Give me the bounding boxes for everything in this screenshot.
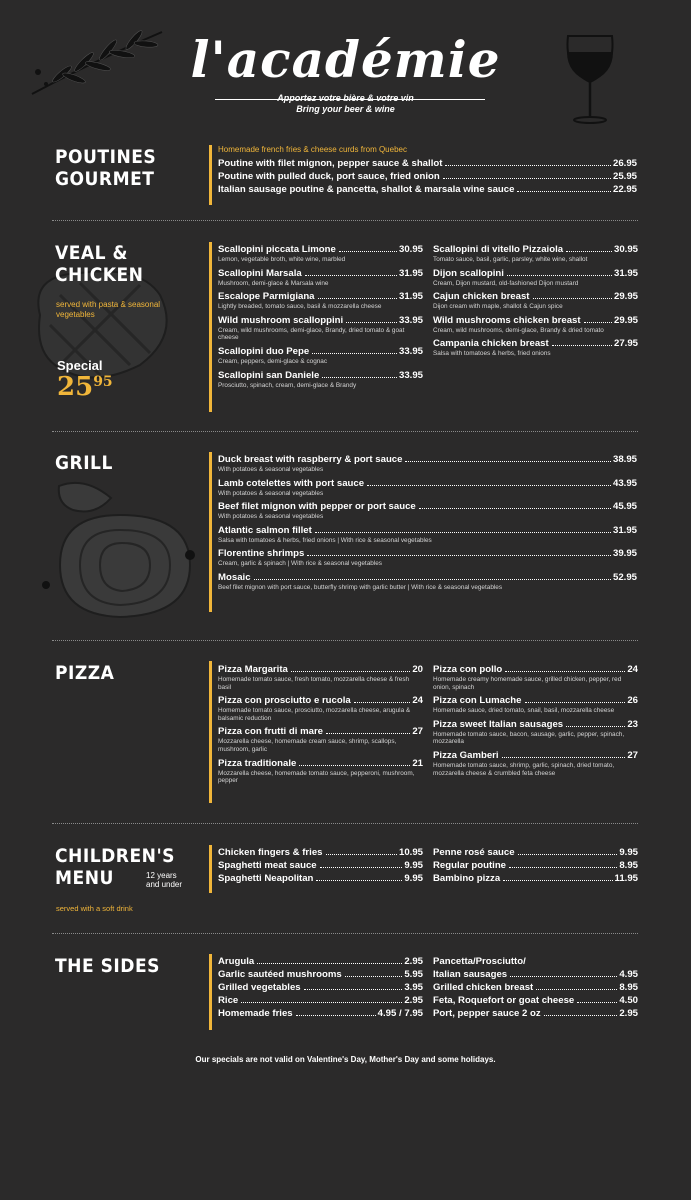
- menu-item-line: [218, 981, 423, 994]
- menu-item-line: [433, 846, 638, 859]
- menu-item-line: [433, 1007, 638, 1020]
- menu-item-price: 9.95: [619, 847, 638, 858]
- menu-item: [218, 571, 637, 592]
- menu-item-name: Spaghetti Neapolitan: [218, 873, 314, 884]
- dot-leader: [536, 989, 617, 990]
- menu-item: [433, 718, 638, 746]
- menu-item-price: 27: [627, 749, 638, 761]
- menu-item-line: [433, 749, 638, 762]
- sides-right-header: [433, 955, 638, 968]
- menu-item-line: [218, 994, 423, 1007]
- special-price-main: 25: [57, 372, 94, 402]
- menu-item: [433, 968, 638, 981]
- menu-item-description: Beef filet mignon with port sauce, butterfly shrimp with garlic butter | With rice & seasonal vegetables: [218, 583, 503, 591]
- menu-item-price: 33.95: [398, 345, 423, 357]
- veal-right-column: [433, 243, 638, 361]
- menu-item-name: Atlantic salmon fillet: [218, 524, 312, 536]
- menu-item-line: [218, 846, 423, 859]
- menu-item-line: [433, 290, 638, 303]
- special-price: [57, 372, 113, 402]
- menu-item-description: Salsa with tomatoes & herbs, fried onions | With rice & seasonal vegetables: [218, 536, 432, 544]
- children-age-line1: 12 years: [146, 871, 177, 880]
- menu-item-name: Garlic sautéed mushrooms: [218, 969, 342, 980]
- menu-item: [433, 337, 638, 358]
- menu-item: [218, 170, 637, 183]
- menu-item: [218, 345, 423, 366]
- menu-item-line: [218, 968, 423, 981]
- menu-item-line: [218, 955, 423, 968]
- menu-item-line: [218, 243, 423, 256]
- dot-leader: [566, 726, 625, 727]
- section-title-children-line2: MENU: [55, 867, 114, 889]
- menu-item-name: Mosaic: [218, 571, 251, 583]
- dot-leader: [307, 555, 611, 556]
- menu-item-description: Homemade sauce, dried tomato, snail, basil, mozzarella cheese: [433, 707, 615, 715]
- grill-list: [218, 453, 637, 595]
- menu-item-name: Scallopini Marsala: [218, 267, 302, 279]
- section-divider: [52, 933, 638, 934]
- menu-item: [433, 859, 638, 872]
- menu-item: [433, 749, 638, 777]
- menu-item-name: Pizza con prosciutto e rucola: [218, 695, 351, 707]
- section-divider: [52, 431, 638, 432]
- menu-item: [433, 981, 638, 994]
- menu-item-price: 27: [412, 726, 423, 738]
- menu-item-line: [433, 267, 638, 280]
- menu-item-description: Prosciutto, spinach, cream, demi-glace & Brandy: [218, 381, 357, 389]
- dot-leader: [318, 298, 397, 299]
- menu-item-line: [218, 369, 423, 382]
- dot-leader: [322, 377, 397, 378]
- menu-item-description: Lemon, vegetable broth, white wine, marbled: [218, 256, 346, 263]
- sides-right-column: [433, 955, 638, 1020]
- menu-item-description: Homemade tomato sauce, bacon, sausage, garlic, pepper, spinach, mozzarella: [433, 730, 625, 746]
- menu-item: [433, 267, 638, 288]
- menu-item-line: [218, 694, 423, 707]
- menu-item-description: Homemade tomato sauce, prosciutto, mozzarella cheese, arugula & balsamic reduction: [218, 707, 411, 722]
- dot-leader: [584, 322, 612, 323]
- dot-leader: [510, 976, 617, 977]
- menu-item-price: 45.95: [612, 501, 637, 513]
- section-title-children-line1: CHILDREN'S: [55, 845, 175, 867]
- menu-item-price: 39.95: [612, 548, 637, 560]
- menu-item-price: 10.95: [398, 847, 423, 858]
- menu-item-price: 9.95: [404, 873, 423, 884]
- pizza-left-column: [218, 663, 423, 788]
- menu-item-price: 52.95: [612, 571, 637, 583]
- menu-item-price: 33.95: [398, 369, 423, 381]
- menu-item-name: Campania chicken breast: [433, 338, 549, 350]
- menu-item: [218, 846, 423, 859]
- menu-item: [218, 524, 637, 545]
- dot-leader: [503, 880, 612, 881]
- menu-item-description: Cream, garlic & spinach | With rice & seasonal vegetables: [218, 560, 382, 568]
- dot-leader: [502, 757, 626, 758]
- menu-item-description: Cream, wild mushrooms, demi-glace, Brandy & dried tomato: [433, 326, 604, 334]
- menu-item-description: Homemade tomato sauce, fresh tomato, mozzarella cheese & fresh basil: [218, 676, 410, 691]
- menu-item-price: 25.95: [612, 171, 637, 182]
- menu-item-description: Cream, peppers, demi-glace & cognac: [218, 357, 328, 365]
- dot-leader: [577, 1002, 617, 1003]
- menu-item-description: Lightly breaded, tomato sauce, basil & mozzarella cheese: [218, 303, 382, 311]
- menu-item-price: 33.95: [398, 314, 423, 326]
- dot-leader: [257, 963, 402, 964]
- menu-item-name: Grilled vegetables: [218, 982, 301, 993]
- dot-leader: [518, 854, 618, 855]
- dot-leader: [544, 1015, 618, 1016]
- section-divider: [52, 640, 638, 641]
- menu-item-price: 9.95: [404, 860, 423, 871]
- menu-item-line: [218, 157, 637, 170]
- menu-item: [218, 243, 423, 264]
- menu-item-name: Grilled chicken breast: [433, 982, 534, 993]
- dot-leader: [443, 178, 611, 179]
- menu-item-description: Mozzarella cheese, homemade cream sauce, shrimp, scallops, mushroom, garlic: [218, 738, 397, 753]
- menu-item-price: 30.95: [613, 244, 638, 255]
- menu-item-name: Arugula: [218, 956, 255, 967]
- menu-item-name: Pizza Gamberi: [433, 749, 499, 761]
- menu-item-price: 24: [627, 664, 638, 675]
- menu-item-name: Escalope Parmigiana: [218, 291, 315, 303]
- menu-item-line: [433, 968, 638, 981]
- menu-item-description: Homemade creamy homemade sauce, grilled chicken, pepper, red onion, spinach: [433, 676, 622, 691]
- menu-item-description: Cream, wild mushrooms, demi-glace, Brandy, dried tomato & goat cheese: [218, 326, 405, 342]
- menu-item-line: [218, 290, 423, 303]
- menu-item: [218, 1007, 423, 1020]
- menu-item-line: [433, 243, 638, 256]
- logo: l'académie: [190, 30, 501, 89]
- menu-item-name: Dijon scallopini: [433, 267, 504, 279]
- menu-item-price: 21: [412, 757, 423, 769]
- menu-item-name: Chicken fingers & fries: [218, 847, 323, 858]
- menu-item-line: [218, 500, 637, 513]
- menu-item-line: [218, 345, 423, 358]
- menu-item: [433, 290, 638, 311]
- children-left-column: [218, 846, 423, 885]
- menu-item-line: [433, 718, 638, 731]
- children-age-line2: and under: [146, 880, 183, 889]
- footer-note: Our specials are not valid on Valentine's Day, Mother's Day and some holidays.: [195, 1055, 496, 1064]
- dot-leader: [525, 702, 626, 703]
- menu-item-line: [433, 859, 638, 872]
- menu-item-price: 27.95: [613, 338, 638, 350]
- menu-item-line: [218, 453, 637, 466]
- menu-item: [218, 547, 637, 568]
- dot-leader: [304, 989, 403, 990]
- menu-item: [433, 694, 638, 715]
- menu-item-line: [218, 1007, 423, 1020]
- dot-leader: [445, 165, 611, 166]
- menu-item-name: Poutine with filet mignon, pepper sauce & shallot: [218, 158, 443, 169]
- menu-item-name: Florentine shrimps: [218, 548, 305, 560]
- menu-item-name: Scallopini san Daniele: [218, 369, 320, 381]
- menu-item-line: [218, 314, 423, 327]
- section-title-poutines: POUTINES GOURMET: [55, 146, 157, 190]
- menu-item-description: With potatoes & seasonal vegetables: [218, 513, 324, 521]
- menu-item-name: Spaghetti meat sauce: [218, 860, 317, 871]
- accent-bar: [209, 452, 212, 612]
- menu-item-description: With potatoes & seasonal vegetables: [218, 489, 324, 497]
- menu-item-description: Cream, Dijon mustard, old-fashioned Dijon mustard: [433, 279, 579, 287]
- menu-item-name: Pizza con frutti di mare: [218, 726, 324, 738]
- accent-bar: [209, 145, 212, 205]
- menu-item: [433, 314, 638, 335]
- menu-item-price: 23: [627, 718, 638, 730]
- menu-item: [218, 968, 423, 981]
- menu-item-line: [218, 267, 423, 280]
- menu-item-price: 24: [412, 695, 423, 707]
- special-label: Special: [57, 358, 103, 373]
- onion-icon: [40, 505, 210, 625]
- menu-item-line: [433, 981, 638, 994]
- dot-leader: [296, 1015, 376, 1016]
- menu-item-line: [218, 477, 637, 490]
- menu-item-name: Pizza sweet Italian sausages: [433, 718, 564, 730]
- sides-left-column: [218, 955, 423, 1020]
- menu-item-price: 8.95: [619, 860, 638, 871]
- menu-item-price: 43.95: [612, 477, 637, 489]
- menu-item-line: [433, 694, 638, 707]
- dot-leader: [291, 671, 410, 672]
- menu-item-name: Pizza traditionale: [218, 757, 297, 769]
- menu-item-price: 30.95: [398, 244, 423, 255]
- menu-item-description: Salsa with tomatoes & herbs, fried onions: [433, 350, 551, 358]
- menu-item-name: Homemade fries: [218, 1008, 293, 1019]
- menu-item: [218, 369, 423, 390]
- menu-item-line: [433, 994, 638, 1007]
- dot-leader: [339, 251, 397, 252]
- menu-item-line: [218, 725, 423, 738]
- section-title-grill: GRILL: [55, 452, 113, 474]
- menu-item: [433, 846, 638, 859]
- menu-item-line: [218, 571, 637, 584]
- pizza-right-column: [433, 663, 638, 780]
- dot-leader: [345, 976, 403, 977]
- dot-leader: [315, 532, 611, 533]
- menu-item: [218, 453, 637, 474]
- menu-item-line: [433, 872, 638, 885]
- menu-item-price: 26.95: [612, 158, 637, 169]
- menu-item-name: Penne rosé sauce: [433, 847, 515, 858]
- menu-item-price: 29.95: [613, 291, 638, 303]
- menu-item-name: Pizza con Lumache: [433, 695, 522, 707]
- menu-item-line: [433, 337, 638, 350]
- menu-item-name: Regular poutine: [433, 860, 507, 871]
- section-title-pizza: PIZZA: [55, 662, 115, 684]
- menu-item: [218, 955, 423, 968]
- menu-item: [218, 757, 423, 785]
- menu-item-name: Cajun chicken breast: [433, 291, 530, 303]
- menu-item-line: [218, 170, 637, 183]
- menu-item-name: Scallopini di vitello Pizzaiola: [433, 244, 564, 255]
- menu-item: [433, 243, 638, 264]
- dot-leader: [316, 880, 402, 881]
- menu-item-description: With potatoes & seasonal vegetables: [218, 466, 324, 473]
- menu-item: [218, 183, 637, 196]
- menu-item-price: 31.95: [613, 267, 638, 279]
- menu-item-name: Rice: [218, 995, 239, 1006]
- menu-item-name: Wild mushrooms chicken breast: [433, 314, 581, 326]
- menu-item: [218, 157, 637, 170]
- dot-leader: [566, 251, 612, 252]
- menu-item-name: Scallopini duo Pepe: [218, 345, 310, 357]
- dot-leader: [326, 733, 410, 734]
- menu-item-name: Pizza con pollo: [433, 664, 503, 675]
- menu-item: [218, 859, 423, 872]
- dot-leader: [326, 854, 397, 855]
- menu-item-price: 31.95: [398, 267, 423, 279]
- veal-left-column: [218, 243, 423, 392]
- tagline-english: Bring your beer & wine: [296, 104, 395, 114]
- menu-item-name: Duck breast with raspberry & port sauce: [218, 454, 403, 465]
- dot-leader: [254, 579, 611, 580]
- menu-item-name: Bambino pizza: [433, 873, 501, 884]
- menu-item-price: 11.95: [614, 873, 638, 884]
- menu-item-price: 31.95: [398, 291, 423, 303]
- menu-item-name: Beef filet mignon with pepper or port sauce: [218, 501, 416, 513]
- menu-item-description: Tomato sauce, basil, garlic, parsley, white wine, shallot: [433, 256, 588, 263]
- menu-item: [218, 500, 637, 521]
- menu-item-price: 38.95: [612, 454, 637, 465]
- menu-item-price: 20: [412, 664, 423, 675]
- dot-leader: [312, 353, 397, 354]
- menu-item: [218, 314, 423, 342]
- poutines-intro: Homemade french fries & cheese curds from Quebec: [218, 145, 407, 154]
- tagline-french: Apportez votre bière & votre vin: [277, 93, 414, 103]
- menu-item-line: [218, 183, 637, 196]
- menu-item-line: [218, 859, 423, 872]
- dot-leader: [509, 867, 617, 868]
- section-divider: [52, 220, 638, 221]
- dot-leader: [346, 322, 397, 323]
- menu-item-price: 31.95: [612, 524, 637, 536]
- menu-item: [218, 477, 637, 498]
- menu-item-description: Dijon cream with maple, shallot & Cajun spice: [433, 303, 563, 311]
- menu-item: [218, 267, 423, 288]
- dot-leader: [517, 191, 611, 192]
- menu-item: [218, 725, 423, 753]
- dot-leader: [552, 345, 612, 346]
- menu-item-name: Feta, Roquefort or goat cheese: [433, 995, 575, 1006]
- menu-item-line: [218, 524, 637, 537]
- dot-leader: [299, 765, 410, 766]
- dot-leader: [320, 867, 403, 868]
- menu-item-name: Pancetta/Prosciutto/: [433, 956, 526, 967]
- menu-item: [218, 981, 423, 994]
- menu-item: [218, 872, 423, 885]
- menu-item-description: Mushroom, demi-glace & Marsala wine: [218, 279, 329, 287]
- menu-item-line: [218, 872, 423, 885]
- menu-item-price: 2.95: [619, 1008, 638, 1019]
- accent-bar: [209, 954, 212, 1030]
- section-title-sides: THE SIDES: [55, 955, 160, 977]
- accent-bar: [209, 661, 212, 803]
- menu-item-price: 4.95: [619, 969, 638, 980]
- dot-leader: [367, 485, 611, 486]
- menu-item-price: 26: [627, 695, 638, 707]
- menu-item-price: 5.95: [404, 969, 423, 980]
- dot-leader: [419, 508, 611, 509]
- menu-item: [218, 694, 423, 722]
- menu-item-line: [433, 314, 638, 327]
- menu-item: [218, 994, 423, 1007]
- dot-leader: [505, 671, 625, 672]
- menu-item-name: Lamb cotelettes with port sauce: [218, 477, 365, 489]
- menu-item-price: 29.95: [613, 314, 638, 326]
- dot-leader: [507, 275, 612, 276]
- menu-item-name: Poutine with pulled duck, port sauce, fried onion: [218, 171, 440, 182]
- children-right-column: [433, 846, 638, 885]
- menu-item-line: [433, 663, 638, 676]
- menu-item-name: Scallopini piccata Limone: [218, 244, 336, 255]
- dot-leader: [354, 702, 411, 703]
- veal-note: served with pasta & seasonal vegetables: [56, 300, 161, 319]
- menu-item-price: 22.95: [612, 184, 637, 195]
- menu-item: [433, 872, 638, 885]
- dot-leader: [533, 298, 612, 299]
- menu-item-price: 8.95: [619, 982, 638, 993]
- menu-item-name: Italian sausages: [433, 969, 508, 980]
- accent-bar: [209, 845, 212, 893]
- menu-item-line: [218, 663, 423, 676]
- dot-leader: [405, 461, 611, 462]
- menu-item: [433, 663, 638, 691]
- menu-item-name: Wild mushroom scalloppini: [218, 314, 344, 326]
- menu-item: [218, 663, 423, 691]
- accent-bar: [209, 242, 212, 412]
- dot-leader: [241, 1002, 402, 1003]
- menu-item-price: 2.95: [404, 956, 423, 967]
- menu-item-name: Pizza Margarita: [218, 664, 288, 675]
- menu-item-price: 4.95 / 7.95: [377, 1008, 423, 1019]
- section-title-veal-chicken: VEAL & CHICKEN: [55, 242, 144, 286]
- menu-item-price: 4.50: [619, 995, 638, 1006]
- special-price-cents: 95: [93, 374, 113, 390]
- dot-leader: [305, 275, 397, 276]
- menu-item-line: [218, 547, 637, 560]
- section-divider: [52, 823, 638, 824]
- menu-item-name: Italian sausage poutine & pancetta, shallot & marsala wine sauce: [218, 184, 515, 195]
- menu-item: [433, 1007, 638, 1020]
- menu-item-name: Port, pepper sauce 2 oz: [433, 1008, 541, 1019]
- poutines-list: [218, 144, 637, 196]
- menu-item: [433, 994, 638, 1007]
- children-note: served with a soft drink: [56, 904, 133, 913]
- menu-item-description: Mozzarella cheese, homemade tomato sauce, pepperoni, mushroom, pepper: [218, 769, 415, 785]
- menu-item-price: 3.95: [404, 982, 423, 993]
- menu-item-description: Homemade tomato sauce, shrimp, garlic, spinach, dried tomato, mozzarella cheese & crumbled feta cheese: [433, 761, 615, 777]
- menu-item: [218, 290, 423, 311]
- menu-item-price: 2.95: [404, 995, 423, 1006]
- menu-item-line: [218, 757, 423, 770]
